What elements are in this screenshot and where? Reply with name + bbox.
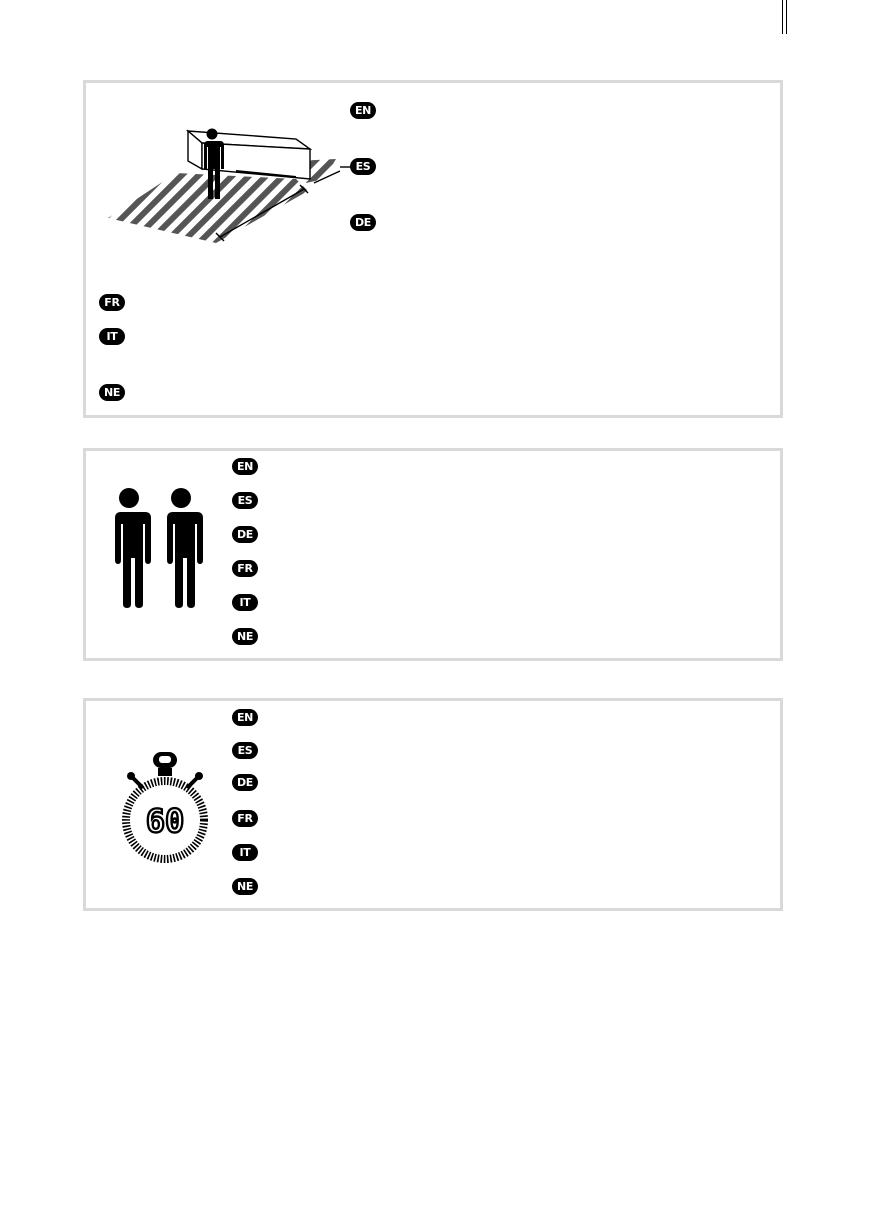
language-badge-it: IT bbox=[232, 594, 258, 611]
stopwatch-display: 60 bbox=[145, 802, 185, 840]
page-edge-line bbox=[782, 0, 783, 34]
two-persons-icon bbox=[107, 488, 211, 610]
language-badge-de: DE bbox=[232, 526, 258, 543]
stopwatch-icon bbox=[123, 748, 213, 868]
language-badge-it: IT bbox=[99, 328, 125, 345]
language-badge-en: EN bbox=[232, 458, 258, 475]
language-badge-it: IT bbox=[232, 844, 258, 861]
language-badge-fr: FR bbox=[232, 560, 258, 577]
language-badge-es: ES bbox=[350, 158, 376, 175]
language-badge-en: EN bbox=[232, 709, 258, 726]
language-badge-fr: FR bbox=[99, 294, 125, 311]
section-clearance bbox=[83, 80, 783, 418]
section-timer bbox=[83, 698, 783, 911]
page-edge-line bbox=[786, 0, 787, 34]
language-badge-ne: NE bbox=[232, 628, 258, 645]
language-badge-es: ES bbox=[232, 742, 258, 759]
language-badge-fr: FR bbox=[232, 810, 258, 827]
person-at-appliance-clearance-icon bbox=[96, 121, 356, 291]
section-two-persons bbox=[83, 448, 783, 661]
language-badge-en: EN bbox=[350, 102, 376, 119]
language-badge-ne: NE bbox=[99, 384, 125, 401]
language-badge-de: DE bbox=[350, 214, 376, 231]
language-badge-ne: NE bbox=[232, 878, 258, 895]
language-badge-es: ES bbox=[232, 492, 258, 509]
language-badge-de: DE bbox=[232, 774, 258, 791]
